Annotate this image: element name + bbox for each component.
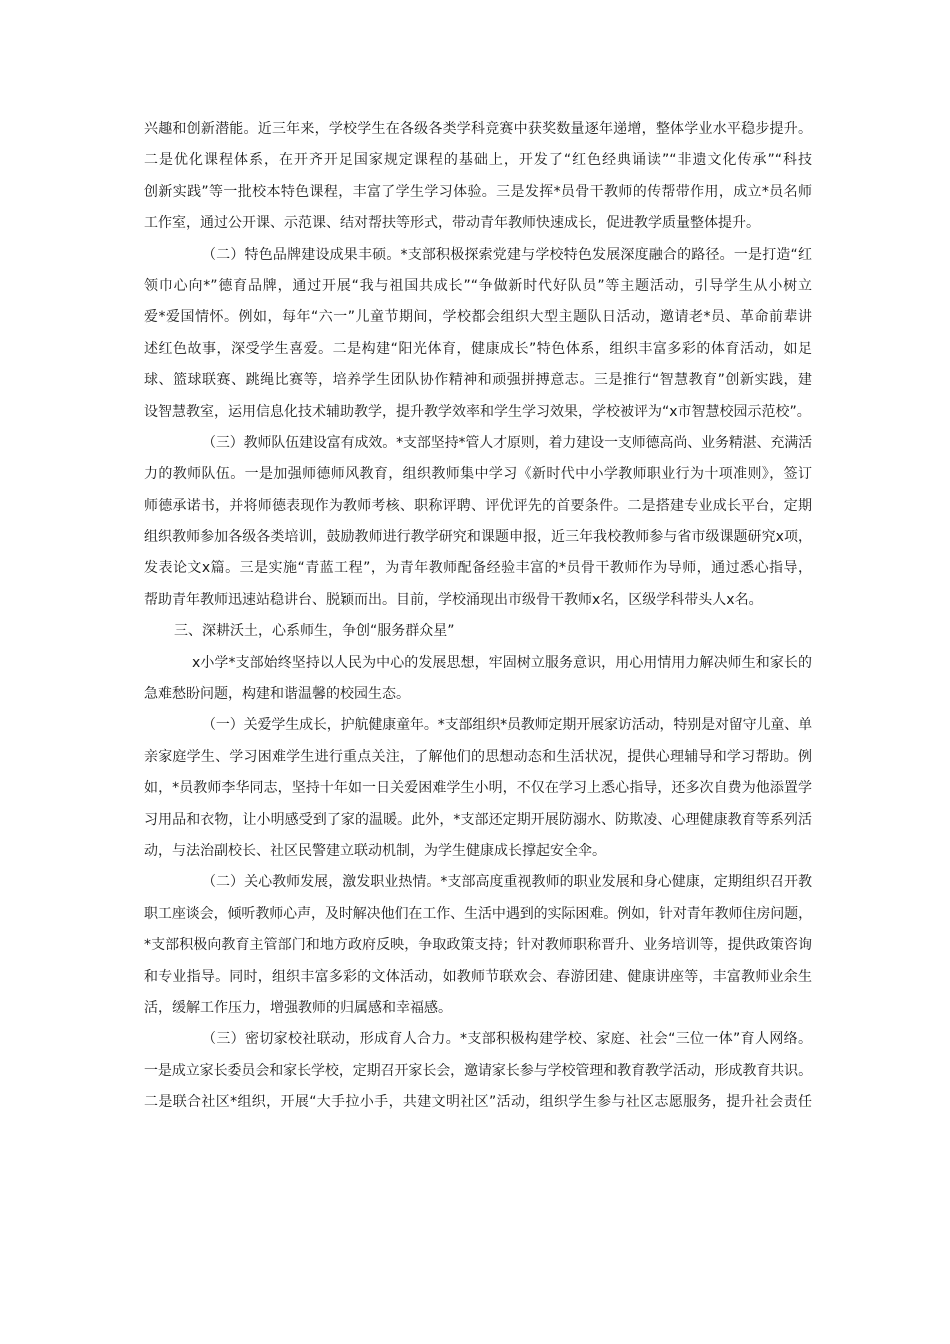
text-line: 活，缓解工作压力，增强教师的归属感和幸福感。: [144, 999, 452, 1016]
text-line: 领巾心向*”德育品牌，通过开展“我与祖国共成长”“争做新时代好队员”等主题活动，引导学生从小树立: [144, 277, 812, 294]
paragraph-start-line: （一）关爱学生成长，护航健康童年。*支部组织*员教师定期开展家访活动，特别是对留守儿童、单: [202, 717, 813, 734]
text-line: 球、篮球联赛、跳绳比赛等，培养学生团队协作精神和顽强拼搏意志。三是推行“智慧教育”创新实践，建: [144, 372, 812, 389]
text-line: *支部积极向教育主管部门和地方政府反映，争取政策支持；针对教师职称晋升、业务培训等，提供政策咨询: [144, 937, 812, 954]
paragraph-start-line: （三）密切家校社联动，形成育人合力。*支部积极构建学校、家庭、社会“三位一体”育人网络。: [202, 1031, 812, 1048]
text-line: 发表论文x篇。三是实施“青蓝工程”，为青年教师配备经验丰富的*员骨干教师作为导师，通过悉心指导，: [144, 560, 812, 577]
text-line: 创新实践”等一批校本特色课程，丰富了学生学习体验。三是发挥*员骨干教师的传帮带作用，成立*员名师: [144, 183, 812, 200]
text-line: 二是联合社区*组织，开展“大手拉小手，共建文明社区”活动，组织学生参与社区志愿服务，提升社会责任: [144, 1094, 812, 1111]
text-line: 一是成立家长委员会和家长学校，定期召开家长会，邀请家长参与学校管理和教育教学活动，形成教育共识。: [144, 1062, 813, 1079]
text-line: 述红色故事，深受学生喜爱。二是构建“阳光体育，健康成长”特色体系，组织丰富多彩的体育活动，如足: [144, 340, 812, 357]
text-line: 二是优化课程体系，在开齐开足国家规定课程的基础上，开发了“红色经典诵读”“非遗文化传承”“科技: [144, 152, 812, 169]
text-line: 和专业指导。同时，组织丰富多彩的文体活动，如教师节联欢会、春游团建、健康讲座等，丰富教师业余生: [144, 968, 812, 985]
text-line: 兴趣和创新潜能。近三年来，学校学生在各级各类学科竞赛中获奖数量逐年递增，整体学业水平稳步提升。: [144, 121, 812, 137]
text-line: 爱*爱国情怀。例如，每年“六一”儿童节期间，学校都会组织大型主题队日活动，邀请老*员、革命前辈讲: [144, 309, 812, 326]
text-line: 设智慧教室，运用信息化技术辅助教学，提升教学效率和学生学习效果，学校被评为“x市智慧校园示范校”。: [144, 403, 811, 420]
text-line: 师德承诺书，并将师德表现作为教师考核、职称评聘、评优评先的首要条件。二是搭建专业成长平台，定期: [144, 497, 812, 514]
text-line: 动，与法治副校长、社区民警建立联动机制，为学生健康成长撑起安全伞。: [144, 842, 606, 859]
text-line: 帮助青年教师迅速站稳讲台、脱颖而出。目前，学校涌现出市级骨干教师x名，区级学科带头人x名。: [144, 591, 763, 608]
text-line: 亲家庭学生、学习困难学生进行重点关注，了解他们的思想动态和生活状况，提供心理辅导和学习帮助。例: [144, 748, 812, 765]
paragraph-start-line: （二）特色品牌建设成果丰硕。*支部积极探索党建与学校特色发展深度融合的路径。一是打造“红: [202, 246, 812, 263]
paragraph-start-line: （三）教师队伍建设富有成效。*支部坚持*管人才原则，着力建设一支师德高尚、业务精湛、充满活: [202, 434, 813, 451]
text-line: 工作室，通过公开课、示范课、结对帮扶等形式，带动青年教师快速成长，促进教学质量整体提升。: [144, 215, 760, 232]
text-line: 习用品和衣物，让小明感受到了家的温暖。此外，*支部还定期开展防溺水、防欺凌、心理健康教育等系列活: [144, 811, 812, 828]
text-line: 力的教师队伍。一是加强师德师风教育，组织教师集中学习《新时代中小学教师职业行为十项准则》，签订: [144, 466, 812, 483]
text-line: 职工座谈会，倾听教师心声，及时解决他们在工作、生活中遇到的实际困难。例如，针对青年教师住房问题，: [144, 905, 813, 922]
section-heading: 三、深耕沃土，心系师生，争创“服务群众星”: [174, 623, 455, 640]
text-line: 组织教师参加各级各类培训，鼓励教师进行教学研究和课题申报，近三年我校教师参与省市级课题研究x项，: [144, 529, 812, 546]
text-line: 急难愁盼问题，构建和谐温馨的校园生态。: [144, 686, 410, 703]
body-text: [144, 114, 812, 1119]
text-line: 如，*员教师李华同志，坚持十年如一日关爱困难学生小明，不仅在学习上悉心指导，还多次自费为他添置学: [144, 780, 812, 797]
paragraph-start-line: x小学*支部始终坚持以人民为中心的发展思想，牢固树立服务意识，用心用情用力解决师生和家长的: [192, 654, 812, 671]
paragraph-start-line: （二）关心教师发展，激发职业热情。*支部高度重视教师的职业发展和身心健康，定期组织召开教: [202, 874, 812, 891]
